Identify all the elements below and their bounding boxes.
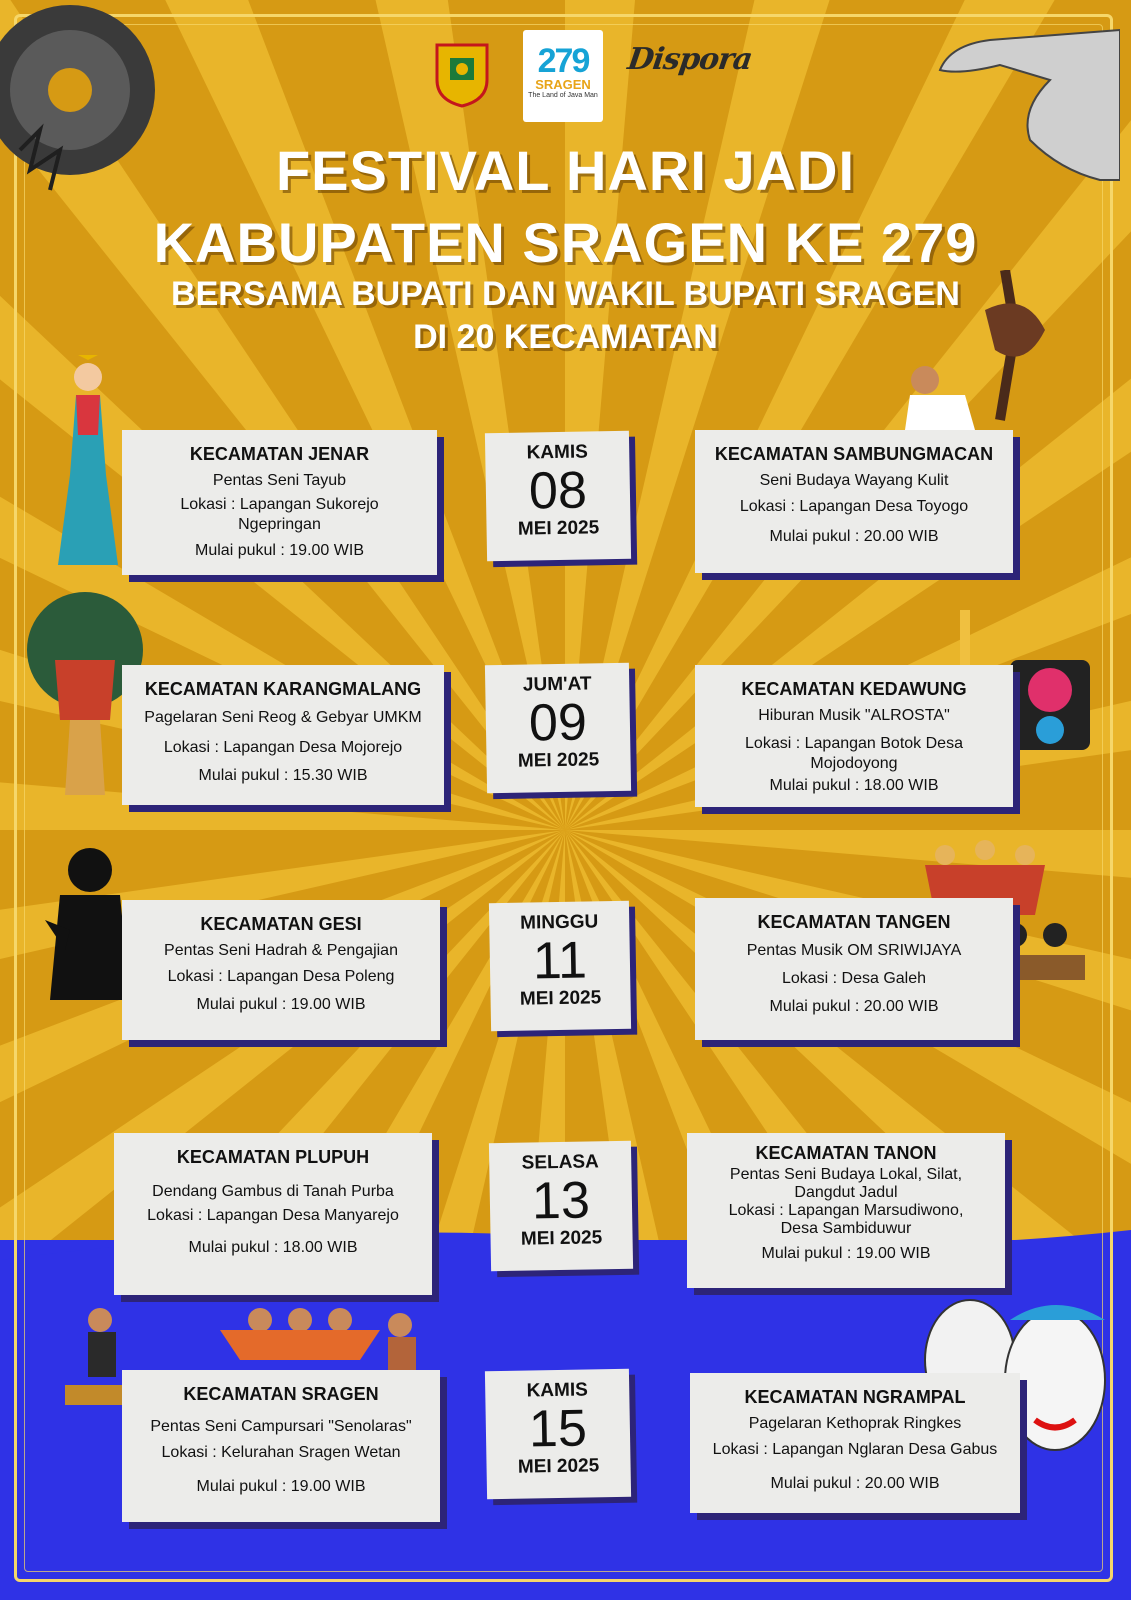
district-name: KECAMATAN NGRAMPAL	[744, 1387, 966, 1407]
event-line: Mulai pukul : 20.00 WIB	[769, 528, 939, 545]
date-card	[485, 431, 631, 561]
event-card-right	[687, 1133, 1005, 1288]
event-card-left	[122, 900, 440, 1040]
date-number: 11	[532, 931, 588, 991]
event-line: Dendang Gambus di Tanah Purba	[152, 1183, 394, 1200]
event-line: Mulai pukul : 19.00 WIB	[196, 1478, 366, 1495]
event-line: Lokasi : Desa Galeh	[781, 970, 927, 987]
event-line: Mulai pukul : 19.00 WIB	[196, 996, 366, 1013]
date-month: MEI 2025	[517, 517, 600, 540]
district-name: KECAMATAN SRAGEN	[183, 1384, 379, 1404]
event-line: Lokasi : Lapangan Marsudiwono,	[728, 1202, 964, 1219]
date-card	[489, 1141, 633, 1271]
event-line: Lokasi : Lapangan Desa Manyarejo	[147, 1207, 399, 1224]
event-line: Hiburan Musik "ALROSTA"	[758, 707, 950, 724]
event-card-left	[122, 1370, 440, 1522]
date-day: MINGGU	[520, 911, 599, 934]
date-card	[489, 901, 631, 1031]
district-name: KECAMATAN KARANGMALANG	[144, 679, 422, 699]
date-number: 09	[528, 693, 588, 753]
event-line: Lokasi : Lapangan Sukorejo	[180, 496, 379, 513]
sragen-crest-icon	[432, 40, 492, 108]
event-card-right	[695, 665, 1013, 807]
event-line: Pagelaran Kethoprak Ringkes	[748, 1415, 962, 1432]
district-name: KECAMATAN TANON	[755, 1143, 937, 1163]
event-line: Lokasi : Lapangan Desa Poleng	[167, 968, 395, 985]
district-name: KECAMATAN TANGEN	[757, 912, 951, 932]
event-card-left	[114, 1133, 432, 1295]
date-number: 15	[528, 1399, 588, 1459]
event-line: Lokasi : Lapangan Desa Toyogo	[739, 498, 969, 515]
event-line: Desa Sambiduwur	[780, 1220, 912, 1237]
event-card-right	[690, 1373, 1020, 1513]
title-line-2: KABUPATEN SRAGEN KE 279	[153, 211, 978, 274]
event-line: Seni Budaya Wayang Kulit	[759, 472, 949, 489]
event-card-right	[695, 430, 1013, 573]
district-name: KECAMATAN SAMBUNGMACAN	[714, 444, 994, 464]
event-card-right	[695, 898, 1013, 1040]
anniversary-text: SRAGEN	[535, 77, 591, 92]
event-line: Mulai pukul : 19.00 WIB	[761, 1245, 931, 1262]
event-line: Mulai pukul : 18.00 WIB	[769, 777, 939, 794]
date-month: MEI 2025	[519, 987, 602, 1010]
title-line-1: FESTIVAL HARI JADI	[275, 139, 856, 202]
dispora-logo: Dispora	[625, 42, 755, 77]
event-line: Mulai pukul : 20.00 WIB	[770, 1475, 940, 1492]
event-line: Pentas Seni Budaya Lokal, Silat,	[729, 1166, 963, 1183]
event-line: Dangdut Jadul	[794, 1184, 898, 1201]
event-line: Pentas Seni Hadrah & Pengajian	[164, 942, 398, 959]
date-day: JUM'AT	[522, 673, 592, 696]
event-line: Pagelaran Seni Reog & Gebyar UMKM	[144, 709, 422, 726]
date-day: KAMIS	[526, 1379, 589, 1402]
event-line: Lokasi : Lapangan Botok Desa	[745, 735, 963, 752]
anniversary-tagline: The Land of Java Man	[528, 92, 598, 99]
district-name: KECAMATAN GESI	[200, 914, 362, 934]
date-card	[485, 663, 631, 793]
date-day: SELASA	[521, 1151, 599, 1174]
event-line: Lokasi : Lapangan Nglaran Desa Gabus	[712, 1441, 998, 1458]
date-month: MEI 2025	[520, 1227, 603, 1250]
subtitle-line-2: DI 20 KECAMATAN	[413, 318, 718, 356]
event-line: Mulai pukul : 20.00 WIB	[769, 998, 939, 1015]
event-card-left	[122, 430, 437, 575]
district-name: KECAMATAN JENAR	[189, 444, 370, 464]
date-card	[485, 1369, 631, 1499]
event-line: Lokasi : Kelurahan Sragen Wetan	[161, 1444, 401, 1461]
event-line: Lokasi : Lapangan Desa Mojorejo	[163, 739, 403, 756]
district-name: KECAMATAN KEDAWUNG	[741, 679, 967, 699]
logo-bar	[0, 30, 1131, 125]
event-line: Mojodoyong	[810, 755, 898, 772]
event-card-left	[122, 665, 444, 805]
event-line: Mulai pukul : 19.00 WIB	[195, 542, 364, 559]
date-month: MEI 2025	[517, 749, 600, 772]
date-month: MEI 2025	[517, 1455, 600, 1478]
anniversary-number: 279	[537, 42, 589, 80]
event-line: Mulai pukul : 18.00 WIB	[188, 1239, 358, 1256]
anniversary-logo	[523, 30, 603, 122]
event-line: Ngepringan	[238, 516, 321, 533]
date-day: KAMIS	[526, 441, 589, 464]
date-number: 13	[531, 1171, 591, 1231]
subtitle-line-1: BERSAMA BUPATI DAN WAKIL BUPATI SRAGEN	[171, 275, 960, 313]
event-line: Pentas Musik OM SRIWIJAYA	[746, 942, 962, 959]
dancer-figure-icon	[48, 355, 128, 575]
date-number: 08	[528, 461, 588, 521]
event-line: Pentas Seni Tayub	[212, 472, 347, 489]
event-line: Mulai pukul : 15.30 WIB	[198, 767, 368, 784]
district-name: KECAMATAN PLUPUH	[176, 1147, 370, 1167]
event-line: Pentas Seni Campursari "Senolaras"	[150, 1418, 412, 1435]
